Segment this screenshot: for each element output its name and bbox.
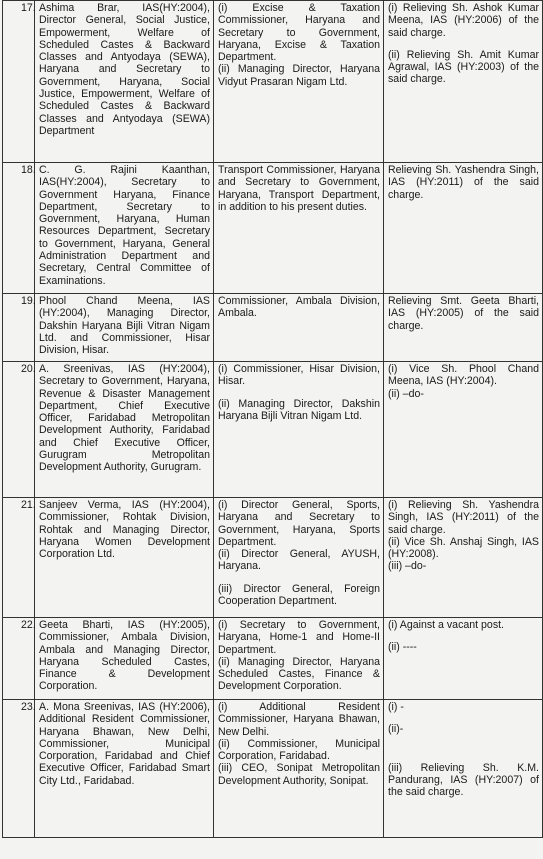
relieving-item: (i) Relieving Sh. Ashok Kumar Meena, IAS (HY:2006) of the said charge. <box>388 2 539 39</box>
relieving-details <box>384 362 543 498</box>
serial-number: 18. <box>3 163 35 294</box>
relieving-item: (i) Against a vacant post. <box>388 619 505 631</box>
table-row <box>3 1 543 163</box>
posting-item: (i) Excise & Taxation Commissioner, Haryana and Secretary to Government, Haryana, Excise & Taxation Department. <box>218 2 380 64</box>
relieving-details <box>384 498 543 618</box>
table-row <box>3 362 543 498</box>
new-posting <box>214 1 384 163</box>
posting-item: Transport Commissioner, Haryana and Secretary to Government, Haryana, Transport Department, in addition to his present duties. <box>218 164 380 213</box>
relieving-item: (i) Vice Sh. Phool Chand Meena, IAS (HY:2004). <box>388 363 539 388</box>
relieving-details <box>384 163 543 294</box>
table-row <box>3 618 543 700</box>
table-row <box>3 294 543 362</box>
serial-number: 20. <box>3 362 35 498</box>
new-posting <box>214 163 384 294</box>
table-row <box>3 163 543 294</box>
relieving-item: (ii) ---- <box>388 641 417 654</box>
serial-number: 21. <box>3 498 35 618</box>
relieving-item: (iii) Relieving Sh. K.M. Pandurang, IAS (HY:2007) of the said charge. <box>388 761 539 799</box>
relieving-item: (iii) –do- <box>388 560 427 573</box>
officer-details: Sanjeev Verma, IAS (HY:2004), Commissioner, Rohtak Division, Rohtak and Managing Director, Haryana Women Development Corporation Ltd. <box>35 498 214 618</box>
relieving-item: (ii) Vice Sh. Anshaj Singh, IAS (HY:2008). <box>388 535 539 561</box>
relieving-details <box>384 1 543 163</box>
serial-number: 17. <box>3 1 35 163</box>
officer-details: Geeta Bharti, IAS (HY:2005), Commissioner, Ambala Division, Ambala and Managing Director, Haryana Scheduled Castes, Finance & Development Corporation. <box>35 618 214 700</box>
relieving-item: Relieving Smt. Geeta Bharti, IAS (HY:2005) of the said charge. <box>388 295 539 332</box>
officer-details: A. Sreenivas, IAS (HY:2004), Secretary to Government, Haryana, Revenue & Disaster Management Department, Chief Executive Officer, Faridabad Metropolitan Development Authority, Faridabad and Chief Executive Officer, Gurugram Metropolitan Development Authority, Gurugram. <box>35 362 214 498</box>
posting-item: (iii) Director General, Foreign Cooperation Department. <box>218 582 380 608</box>
officer-details: Phool Chand Meena, IAS (HY:2004), Managing Director, Dakshin Haryana Bijli Vitran Nigam Ltd. and Commissioner, Hisar Division, Hisar. <box>35 294 214 362</box>
officer-details: Ashima Brar, IAS(HY:2004), Director General, Social Justice, Empowerment, Welfare of Scheduled Castes & Backward Classes and Antyodaya (SEWA), Haryana and Secretary to Government, Haryana, Social Justice, Empowerment, Welfare of Scheduled Castes & Backward Classes and Antyodaya (SEWA) Department <box>35 1 214 163</box>
new-posting <box>214 294 384 362</box>
table-row <box>3 498 543 618</box>
postings-table <box>2 0 543 838</box>
new-posting <box>214 362 384 498</box>
officer-details: C. G. Rajini Kaanthan, IAS(HY:2004), Secretary to Government Haryana, Finance Department, Secretary to Government, Haryana, Human Resources Department, Secretary to Government, Haryana, General Administration Department and Secretary, Central Committee of Examinations. <box>35 163 214 294</box>
officer-details: A. Mona Sreenivas, IAS (HY:2006), Additional Resident Commissioner, Haryana Bhawan, New Delhi, Commissioner, Municipal Corporation, Faridabad and Chief Executive Officer, Faridabad Smart City Ltd., Faridabad. <box>35 700 214 838</box>
relieving-details <box>384 618 543 700</box>
posting-item: (i) Additional Resident Commissioner, Haryana Bhawan, New Delhi. <box>218 701 380 738</box>
posting-item: (i) Commissioner, Hisar Division, Hisar. <box>218 363 380 388</box>
new-posting <box>214 618 384 700</box>
posting-item: (ii) Director General, AYUSH, Haryana. <box>218 548 380 573</box>
posting-item: (iii) CEO, Sonipat Metropolitan Development Authority, Sonipat. <box>218 762 380 787</box>
relieving-item: (i) - <box>388 701 404 713</box>
relieving-item: (ii) Relieving Sh. Amit Kumar Agrawal, IAS (HY:2003) of the said charge. <box>388 48 539 86</box>
relieving-details <box>384 700 543 838</box>
posting-item: (ii) Managing Director, Haryana Vidyut Prasaran Nigam Ltd. <box>218 63 380 88</box>
table-row <box>3 700 543 838</box>
serial-number: 23. <box>3 700 35 838</box>
relieving-item: Relieving Sh. Yashendra Singh, IAS (HY:2011) of the said charge. <box>388 164 539 201</box>
serial-number: 19. <box>3 294 35 362</box>
relieving-item: (i) Relieving Sh. Yashendra Singh, IAS (HY:2011) of the said charge. <box>388 499 539 536</box>
posting-item: (i) Director General, Sports, Haryana and Secretary to Government, Haryana, Sports Department. <box>218 499 380 548</box>
serial-number: 22. <box>3 618 35 700</box>
posting-item: (ii) Managing Director, Haryana Scheduled Castes, Finance & Development Corporation. <box>218 655 380 693</box>
new-posting <box>214 700 384 838</box>
posting-item: Commissioner, Ambala Division, Ambala. <box>218 295 380 320</box>
posting-item: (i) Secretary to Government, Haryana, Home-1 and Home-II Department. <box>218 619 380 656</box>
relieving-details <box>384 294 543 362</box>
relieving-item: (ii) –do- <box>388 387 424 400</box>
new-posting <box>214 498 384 618</box>
posting-item: (ii) Managing Director, Dakshin Haryana Bijli Vitran Nigam Ltd. <box>218 397 380 422</box>
posting-item: (ii) Commissioner, Municipal Corporation, Faridabad. <box>218 737 380 763</box>
relieving-item: (ii)- <box>388 723 404 736</box>
